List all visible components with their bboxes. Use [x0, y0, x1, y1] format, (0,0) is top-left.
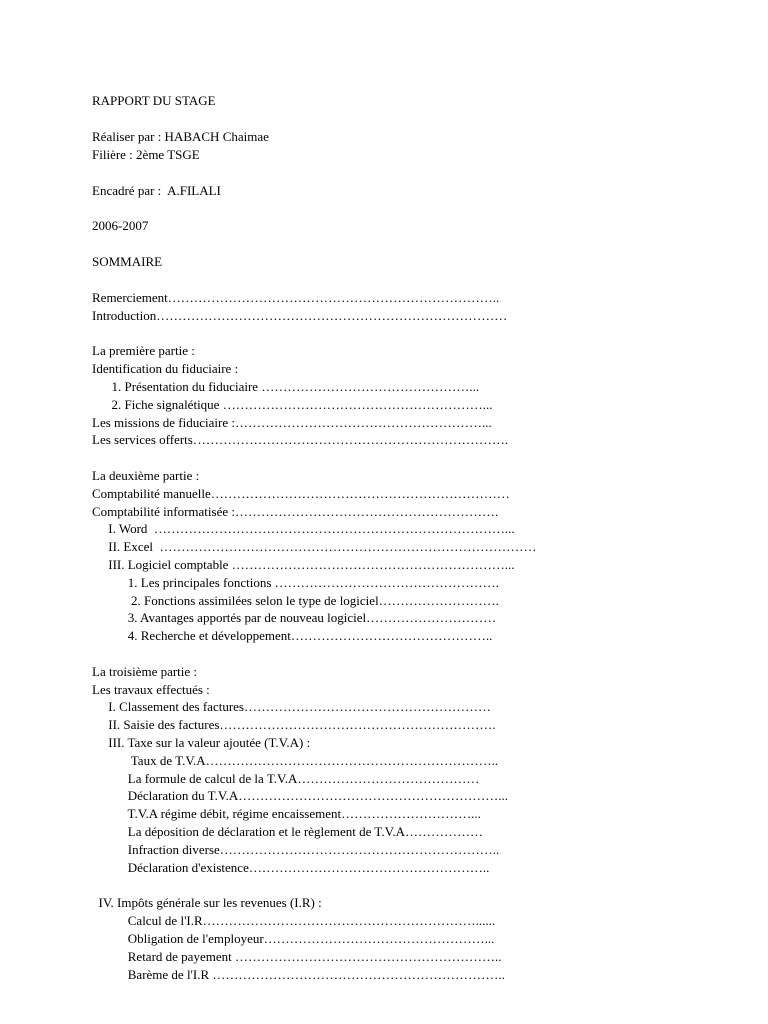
toc-line: Les services offerts……………………………………………………………….: [92, 432, 509, 447]
toc-line: 1. Présentation du fiduciaire …………………………………………...: [92, 379, 480, 394]
toc-line: Comptabilité manuelle……………………………………………………………: [92, 486, 510, 501]
report-title: RAPPORT DU STAGE: [92, 93, 216, 108]
part-heading: La troisième partie :: [92, 664, 198, 679]
toc-line: 3. Avantages apportés par de nouveau logiciel…………………………: [92, 610, 497, 625]
sommaire-heading: SOMMAIRE: [92, 254, 163, 269]
toc-line: 4. Recherche et développement………………………………………..: [92, 628, 493, 643]
toc-line: Retard de payement ……………………………………………………..: [92, 949, 502, 964]
toc-line: Remerciement…………………………………………………………………..: [92, 290, 500, 305]
toc-line: III. Taxe sur la valeur ajoutée (T.V.A) :: [92, 735, 311, 750]
toc-line: Infraction diverse………………………………………………………..: [92, 842, 500, 857]
toc-line: Les missions de fiduciaire :…………………………………………………...: [92, 415, 492, 430]
toc-line: II. Saisie des factures……………………………………………………….: [92, 717, 496, 732]
part-heading: IV. Impôts générale sur les revenues (I.R) :: [92, 895, 322, 910]
toc-line: Taux de T.V.A…………………………………………………………..: [92, 753, 499, 768]
toc-line: Déclaration du T.V.A……………………………………………………...: [92, 788, 508, 803]
toc-line: Introduction………………………………………………………………………: [92, 308, 508, 323]
toc-line: Les travaux effectués :: [92, 682, 210, 697]
toc-line: Déclaration d'existence………………………………………………..: [92, 860, 490, 875]
toc-line: 2. Fonctions assimilées selon le type de logiciel……………………….: [92, 593, 499, 608]
toc-line: Comptabilité informatisée :…………………………………………………….: [92, 504, 499, 519]
toc-line: Obligation de l'employeur……………………………………………...: [92, 931, 495, 946]
part-heading: La deuxième partie :: [92, 468, 200, 483]
toc-line: Calcul de l'I.R………………………………………………………......: [92, 913, 496, 928]
toc-line: I. Classement des factures…………………………………………………: [92, 699, 491, 714]
toc-line: La formule de calcul de la T.V.A……………………………………: [92, 771, 480, 786]
toc-line: La déposition de déclaration et le règlement de T.V.A………………: [92, 824, 483, 839]
filiere-line: Filière : 2ème TSGE: [92, 147, 200, 162]
part-heading: La première partie :: [92, 343, 195, 358]
year-line: 2006-2007: [92, 218, 149, 233]
toc-line: II. Excel ……………………………………………………………………………: [92, 539, 537, 554]
toc-line: Barème de l'I.R …………………………………………………………..: [92, 967, 505, 982]
toc-line: I. Word ………………………………………………………………………...: [92, 521, 515, 536]
toc-line: 2. Fiche signalétique ……………………………………………………...: [92, 397, 493, 412]
toc-line: Identification du fiduciaire :: [92, 361, 239, 376]
author-line: Réaliser par : HABACH Chaimae: [92, 129, 269, 144]
toc-line: T.V.A régime débit, régime encaissement…………………………...: [92, 806, 481, 821]
toc-line: 1. Les principales fonctions …………………………………………….: [92, 575, 499, 590]
supervisor-line: Encadré par : A.FILALI: [92, 183, 221, 198]
toc-line: III. Logiciel comptable ………………………………………………………...: [92, 557, 515, 572]
